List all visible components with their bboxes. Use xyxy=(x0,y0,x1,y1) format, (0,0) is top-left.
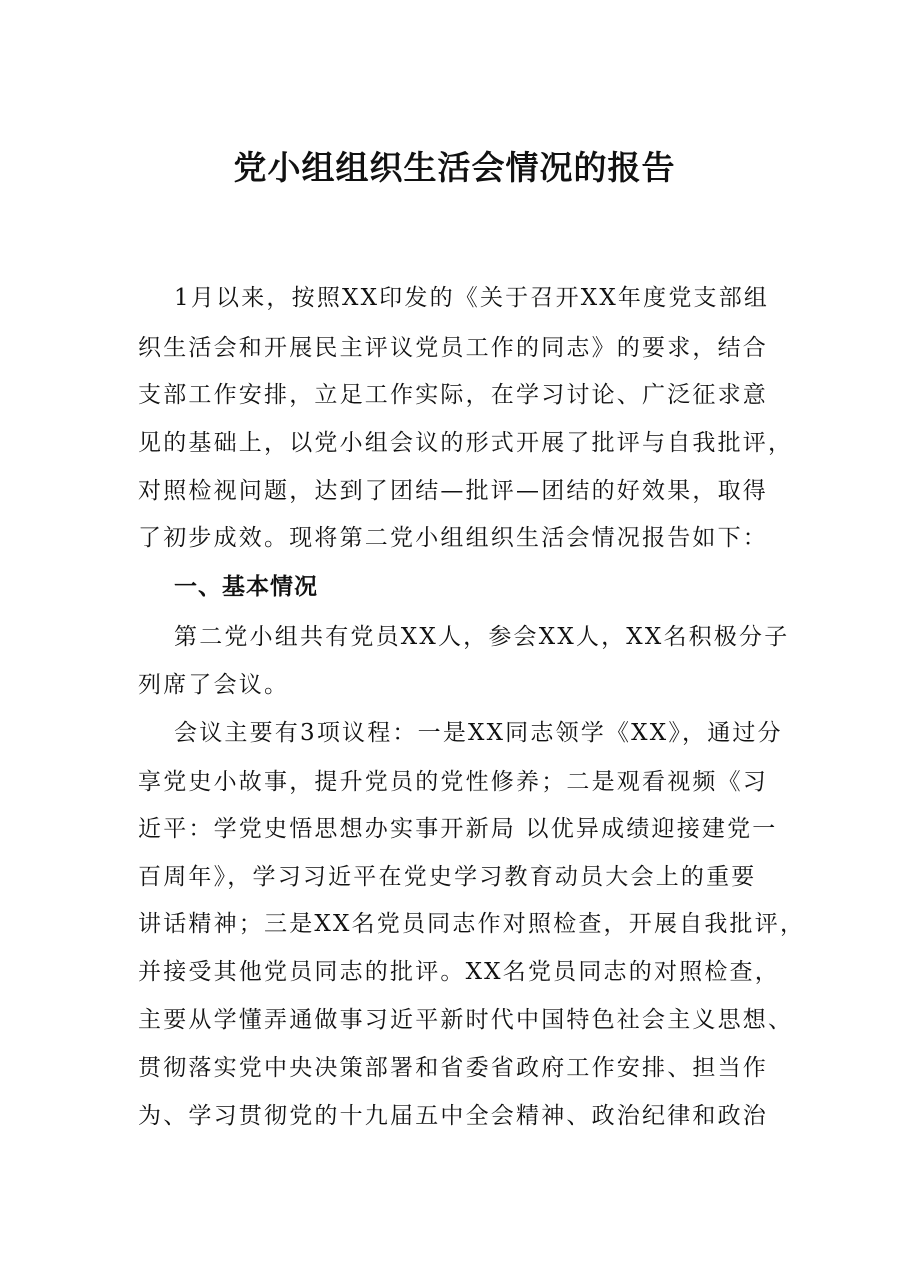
section-heading-basic-situation: 一、基本情况 xyxy=(174,574,318,600)
paragraph-3-line: 为、学习贯彻党的十九届五中全会精神、政治纪律和政治 xyxy=(138,1103,768,1129)
paragraph-3-line: 讲话精神；三是XX名党员同志作对照检查，开展自我批评， xyxy=(138,911,806,937)
paragraph-1-line: 见的基础上，以党小组会议的形式开展了批评与自我批评， xyxy=(138,430,794,456)
document-title: 党小组组织生活会情况的报告 xyxy=(233,148,676,187)
paragraph-1-line: 支部工作安排，立足工作实际，在学习讨论、广泛征求意 xyxy=(138,382,768,408)
paragraph-3-line: 主要从学懂弄通做事习近平新时代中国特色社会主义思想、 xyxy=(138,1007,794,1033)
paragraph-2-line: 第二党小组共有党员XX人，参会XX人，XX名积极分子 xyxy=(174,624,790,650)
paragraph-3-line: 近平：学党史悟思想办实事开新局 以优异成绩迎接建党一 xyxy=(138,816,778,842)
paragraph-1-line: 了初步成效。现将第二党小组组织生活会情况报告如下： xyxy=(138,525,768,551)
paragraph-3-line: 享党史小故事，提升党员的党性修养；二是观看视频《习 xyxy=(138,769,768,795)
paragraph-1-line: 织生活会和开展民主评议党员工作的同志》的要求，结合 xyxy=(138,335,768,361)
paragraph-1-line: 对照检视问题，达到了团结—批评—团结的好效果，取得 xyxy=(138,478,768,504)
paragraph-2-line: 列席了会议。 xyxy=(138,672,290,698)
paragraph-3-line: 百周年》，学习习近平在党史学习教育动员大会上的重要 xyxy=(138,864,757,890)
paragraph-3-line: 会议主要有3项议程：一是XX同志领学《XX》，通过分 xyxy=(174,720,783,746)
paragraph-3-line: 并接受其他党员同志的批评。XX名党员同志的对照检查， xyxy=(138,959,780,985)
paragraph-1-line: 1月以来，按照XX印发的《关于召开XX年度党支部组 xyxy=(174,285,770,311)
paragraph-3-line: 贯彻落实党中央决策部署和省委省政府工作安排、担当作 xyxy=(138,1055,768,1081)
